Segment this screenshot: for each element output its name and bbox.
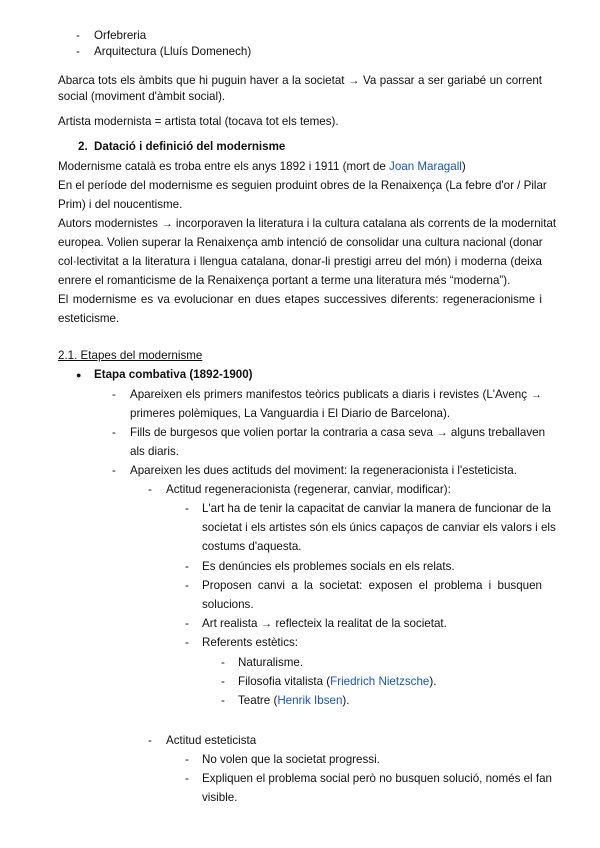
paragraph-line: El modernisme es va evolucionar en dues etapes successives diferents: regeneracionisme i xyxy=(58,293,542,306)
list-dash: - xyxy=(185,502,189,515)
list-dash: - xyxy=(148,734,152,747)
link-friedrich-nietzsche[interactable]: Friedrich Nietzsche xyxy=(330,675,430,688)
list-item-line: solucions. xyxy=(202,598,254,611)
date-line-prefix: Modernisme català es troba entre els anys 1892 i 1911 (mort de xyxy=(58,160,390,173)
list-item-line: Fills de burgesos que volien portar la contraria a casa seva → alguns treballaven xyxy=(130,426,546,439)
paragraph-line: Autors modernistes → incorporaven la literatura i la cultura catalana als corrents de la modernitat xyxy=(58,217,557,230)
date-line-suffix: ) xyxy=(461,160,466,173)
referent-item xyxy=(238,691,350,710)
paragraph-line: social (moviment d'àmbit social). xyxy=(58,90,226,103)
referent-suffix: ). xyxy=(429,675,437,688)
paragraph-line: Abarca tots els àmbits que hi puguin haver a la societat → Va passar a ser gariabé un corrent xyxy=(58,74,542,87)
list-dash: - xyxy=(76,45,80,58)
list-item-line: societat i els artistes són els únics capaços de canviar els valors i els xyxy=(202,521,556,534)
paragraph-line: enrere el romanticisme de la Renaixença portant a terme una literatura més “moderna”). xyxy=(58,274,511,287)
list-dash: - xyxy=(112,388,116,401)
list-dash: - xyxy=(185,753,189,766)
list-item-line: costums d'aquesta. xyxy=(202,540,302,553)
paragraph-line: europea. Volien superar la Renaixença amb intenció de consolidar una cultura nacional (donar xyxy=(58,236,543,249)
section-title: Datació i definició del modernisme xyxy=(94,140,286,153)
list-item-line: visible. xyxy=(202,791,238,804)
list-item: Orfebreria xyxy=(94,29,147,42)
paragraph-line: Prim) i del noucentisme. xyxy=(58,198,183,211)
list-dash: - xyxy=(148,483,152,496)
referent-item xyxy=(238,672,436,691)
list-dash: - xyxy=(76,29,80,42)
paragraph-line: En el període del modernisme es seguien produint obres de la Renaixença (La febre d'or / Pilar xyxy=(58,179,547,192)
bullet-icon: ● xyxy=(76,370,82,380)
list-item-line: primeres polèmiques, La Vanguardia i El Diario de Barcelona). xyxy=(130,407,451,420)
paragraph-line: esteticisme. xyxy=(58,312,120,325)
list-dash: - xyxy=(112,426,116,439)
list-dash: - xyxy=(112,464,116,477)
list-dash: - xyxy=(185,579,189,592)
date-line xyxy=(58,157,466,176)
list-dash: - xyxy=(185,772,189,785)
referent-prefix: Teatre ( xyxy=(238,694,278,707)
subsection-title: 2.1. Etapes del modernisme xyxy=(58,349,203,362)
link-henrik-ibsen[interactable]: Henrik Ibsen xyxy=(277,694,343,707)
list-dash: - xyxy=(221,694,225,707)
list-item: Arquitectura (Lluís Domenech) xyxy=(94,45,252,58)
link-joan-maragall[interactable]: Joan Maragall xyxy=(389,160,462,173)
list-item-line: No volen que la societat progressi. xyxy=(202,753,380,766)
list-item-line: Es denúncies els problemes socials en els relats. xyxy=(202,560,455,573)
list-item-line: Apareixen les dues actituds del moviment: la regeneracionista i l'esteticista. xyxy=(130,464,517,477)
list-item-line: als diaris. xyxy=(130,445,179,458)
list-item-line: Expliquen el problema social però no busquen solució, només el fan xyxy=(202,772,552,785)
list-item-line: L'art ha de tenir la capacitat de canviar la manera de funcionar de la xyxy=(202,502,551,515)
list-dash: - xyxy=(221,656,225,669)
estet-title: Actitud esteticista xyxy=(166,734,257,747)
regen-title: Actitud regeneracionista (regenerar, canviar, modificar): xyxy=(166,483,451,496)
list-dash: - xyxy=(185,617,189,630)
list-item-line: Apareixen els primers manifestos teòrics publicats a diaris i revistes (L'Avenç → xyxy=(130,388,542,401)
list-item-line: Referents estètics: xyxy=(202,636,299,649)
list-item-line: Art realista → reflecteix la realitat de la societat. xyxy=(202,617,447,630)
etapa-title: Etapa combativa (1892-1900) xyxy=(94,368,253,381)
paragraph-line: Artista modernista = artista total (tocava tot els temes). xyxy=(58,115,339,128)
list-dash: - xyxy=(185,636,189,649)
list-item-line: Proposen canvi a la societat: exposen el problema i busquen xyxy=(202,579,542,592)
list-dash: - xyxy=(185,560,189,573)
referent-suffix: ). xyxy=(342,694,350,707)
paragraph-line: col·lectivitat a la literatura i llengua catalana, donar-li prestigi arreu del món) i moderna (deixa xyxy=(58,255,542,268)
referent-item: Naturalisme. xyxy=(238,656,304,669)
section-number: 2. xyxy=(78,140,88,153)
referent-prefix: Filosofia vitalista ( xyxy=(238,675,331,688)
list-dash: - xyxy=(221,675,225,688)
